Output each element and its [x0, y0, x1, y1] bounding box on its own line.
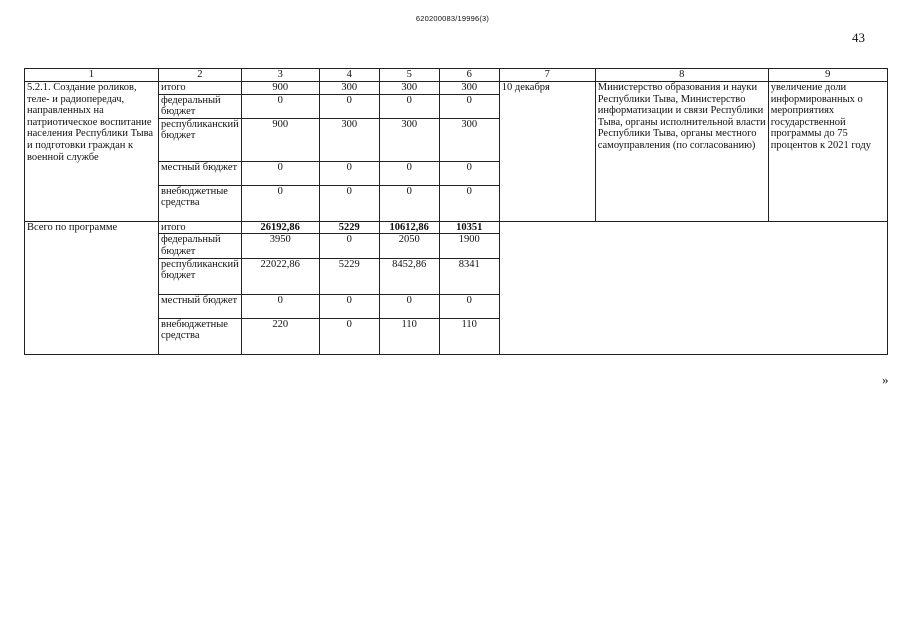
- column-header: 5: [379, 69, 439, 82]
- funding-source-label: итого: [159, 82, 242, 95]
- value-cell: 110: [439, 318, 499, 354]
- funding-source-label: внебюджетные средства: [159, 318, 242, 354]
- value-cell: 900: [241, 82, 319, 95]
- value-cell: 22022,86: [241, 258, 319, 294]
- value-cell: 900: [241, 118, 319, 161]
- table-row: [25, 221, 888, 234]
- deadline-cell: 10 декабря: [499, 82, 595, 222]
- funding-source-label: итого: [159, 221, 242, 234]
- value-cell: 0: [241, 161, 319, 185]
- table-row: [25, 82, 888, 95]
- value-cell: 300: [379, 82, 439, 95]
- value-cell: 5229: [319, 221, 379, 234]
- value-cell: 5229: [319, 258, 379, 294]
- document-code: 620200083/19996(3): [415, 14, 490, 23]
- closing-quote-mark: »: [882, 372, 889, 387]
- value-cell: 110: [379, 318, 439, 354]
- responsible-cell: Министерство образования и науки Республики Тыва, Министерство информатизации и связи Республики Тыва, органы исполнительной власти Республики Тыва, органы местного самоуправления (по согласованию): [595, 82, 768, 222]
- value-cell: 0: [379, 161, 439, 185]
- funding-source-label: республиканский бюджет: [159, 258, 242, 294]
- value-cell: 0: [439, 94, 499, 118]
- value-cell: 300: [439, 118, 499, 161]
- value-cell: 0: [319, 234, 379, 258]
- column-header: 1: [25, 69, 159, 82]
- value-cell: 0: [379, 94, 439, 118]
- value-cell: 10351: [439, 221, 499, 234]
- value-cell: 10612,86: [379, 221, 439, 234]
- column-number-row: [25, 69, 888, 82]
- value-cell: 3950: [241, 234, 319, 258]
- funding-source-label: местный бюджет: [159, 161, 242, 185]
- value-cell: 26192,86: [241, 221, 319, 234]
- value-cell: 0: [319, 161, 379, 185]
- value-cell: 0: [241, 185, 319, 221]
- value-cell: 8452,86: [379, 258, 439, 294]
- column-header: 9: [768, 69, 887, 82]
- funding-source-label: федеральный бюджет: [159, 234, 242, 258]
- value-cell: 300: [319, 82, 379, 95]
- value-cell: 8341: [439, 258, 499, 294]
- page-number: 43: [852, 30, 865, 45]
- funding-source-label: федеральный бюджет: [159, 94, 242, 118]
- value-cell: 300: [319, 118, 379, 161]
- column-header: 8: [595, 69, 768, 82]
- value-cell: 0: [379, 294, 439, 318]
- value-cell: 0: [379, 185, 439, 221]
- activity-title: 5.2.1. Создание роликов, теле- и радиопередач, направленных на патриотическое воспитание населения Республики Тыва и подготовки граждан к военной службе: [25, 82, 159, 222]
- value-cell: 0: [319, 94, 379, 118]
- empty-merged-cell: [499, 221, 887, 354]
- funding-source-label: местный бюджет: [159, 294, 242, 318]
- value-cell: 0: [241, 94, 319, 118]
- value-cell: 0: [319, 185, 379, 221]
- column-header: 6: [439, 69, 499, 82]
- value-cell: 220: [241, 318, 319, 354]
- value-cell: 300: [379, 118, 439, 161]
- funding-source-label: внебюджетные средства: [159, 185, 242, 221]
- value-cell: 0: [439, 161, 499, 185]
- column-header: 7: [499, 69, 595, 82]
- column-header: 2: [159, 69, 242, 82]
- value-cell: 1900: [439, 234, 499, 258]
- value-cell: 0: [439, 294, 499, 318]
- program-total-title: Всего по программе: [25, 221, 159, 354]
- value-cell: 0: [439, 185, 499, 221]
- program-table: [24, 68, 888, 355]
- column-header: 4: [319, 69, 379, 82]
- expected-result-cell: увеличение доли информированных о мероприятиях государственной программы до 75 процентов к 2021 году: [768, 82, 887, 222]
- column-header: 3: [241, 69, 319, 82]
- value-cell: 0: [319, 294, 379, 318]
- value-cell: 300: [439, 82, 499, 95]
- funding-source-label: республиканский бюджет: [159, 118, 242, 161]
- value-cell: 2050: [379, 234, 439, 258]
- value-cell: 0: [319, 318, 379, 354]
- value-cell: 0: [241, 294, 319, 318]
